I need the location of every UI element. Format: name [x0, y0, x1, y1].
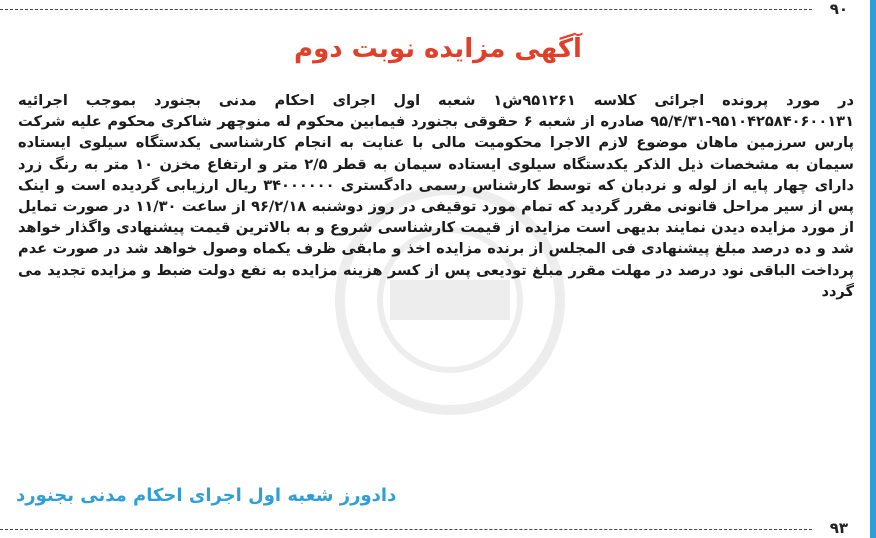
top-page-number: ۹۰ [829, 0, 848, 18]
top-divider [0, 9, 812, 10]
bottom-divider [0, 529, 812, 530]
bottom-page-number: ۹۳ [829, 519, 848, 537]
announcement-title: آگهی مزایده نوبت دوم [294, 34, 582, 64]
announcement-body: در مورد پرونده اجرائی کلاسه ۹۵۱۲۶۱ش۱ شعبه اول اجرای احکام مدنی بجنورد بموجب اجرائیه ۹۵۱۰۴۲۵۸۴۰۶۰۰۱۳۱-۹۵/۴/۳۱ صادره از شعبه ۶ حقوقی بجنورد فیمابین محکوم له منوچهر شاکری محکوم علیه شرکت پارس سرزمین ماهان موضوع لازم الاجرا محکومیت مالی با عنایت به انجام کارشناسی یکدستگاه سیلوی ایستاده سیمان به مشخصات ذیل الذکر یکدستگاه سیلوی ایستاده سیمان به قطر ۲/۵ متر و ارتفاع مخزن ۱۰ متر به رنگ زرد دارای چهار پایه از لوله و نردبان که توسط کارشناس رسمی دادگستری ۳۴۰۰۰۰۰۰ ریال ارزیابی گردیده است و اینک پس از سیر مراحل قانونی مقرر گردید که تمام مورد توقیفی در روز دوشنبه ۹۶/۲/۱۸ از ساعت ۱۱/۳۰ در صورت تمایل از مورد مزایده دیدن نمایند بدیهی است مزایده از قیمت کارشناسی شروع و به بالاترین قیمت پیشنهادی واگذار خواهد شد و ده درصد مبلغ پیشنهادی فی المجلس از برنده مزایده اخذ و مابقی ظرف یکماه وصول خواهد شد در صورت عدم پرداخت الباقی نود درصد در مهلت مقرر مبلغ تودیعی پس از کسر هزینه مزایده به نفع دولت ضبط و مزایده تجدید می گردد [18, 92, 854, 300]
signature-line: دادورز شعبه اول اجرای احکام مدنی بجنورد [16, 485, 397, 506]
